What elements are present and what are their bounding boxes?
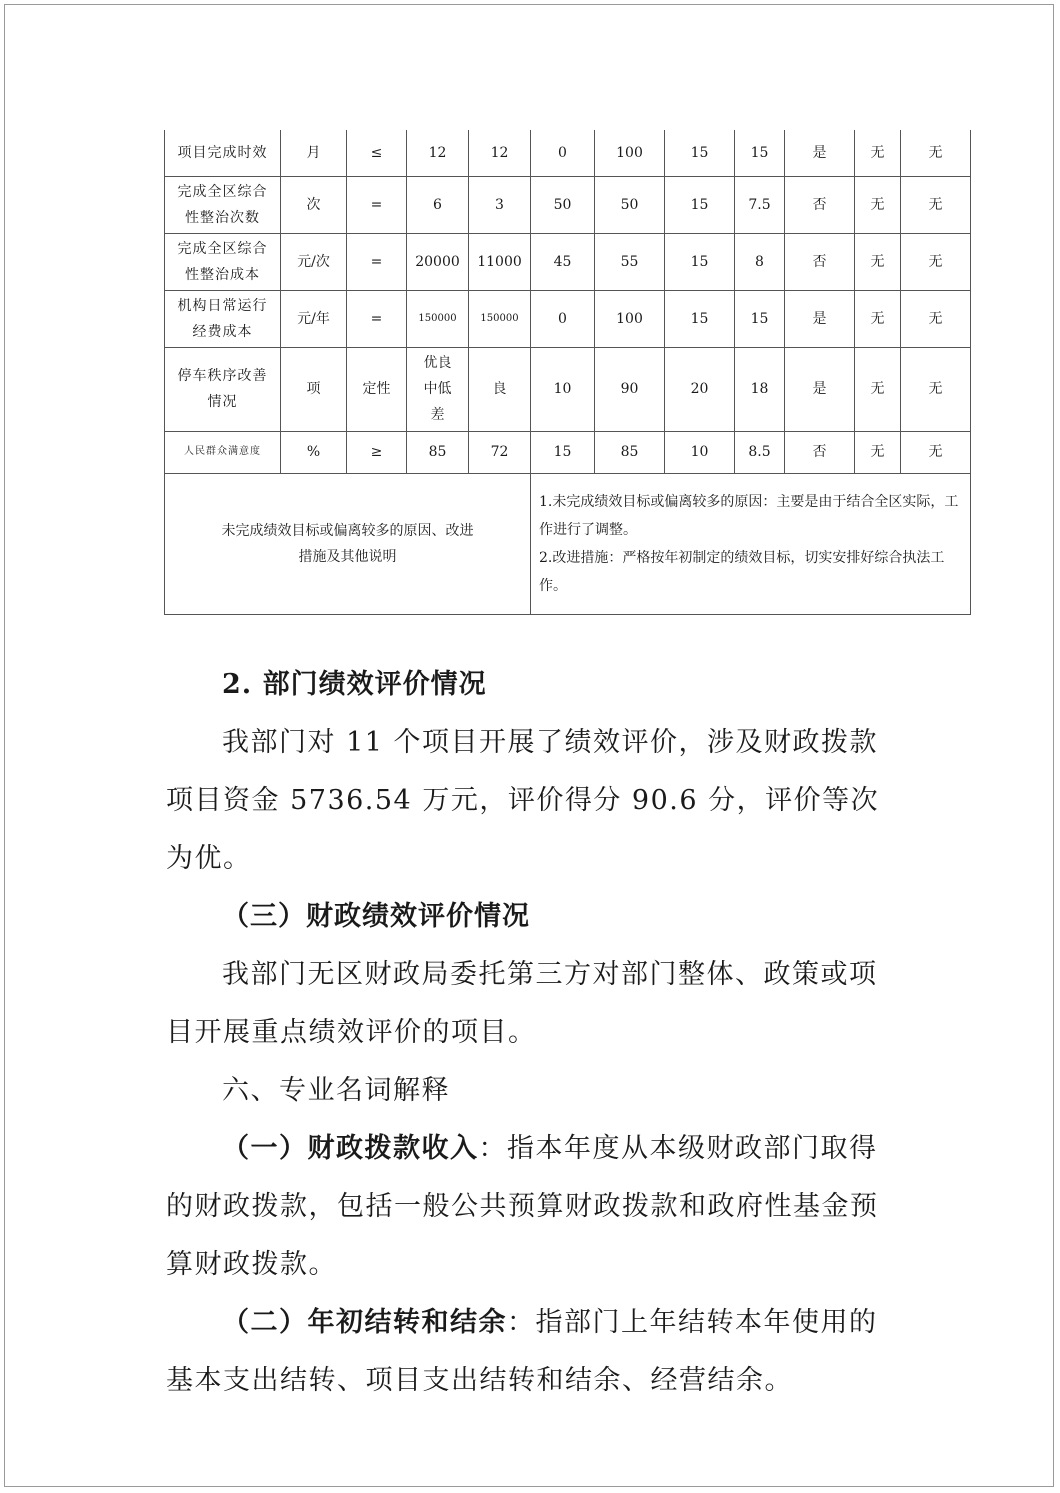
cell-name <box>165 347 281 431</box>
cell-unit <box>281 290 347 347</box>
cell-name <box>165 130 281 176</box>
cell-x2 <box>901 130 971 176</box>
cell-c2 <box>595 431 665 473</box>
term-text: ：指本年度从本级财政部门取得的财政拨款，包括一般公共预算财政拨款和政府性基金预算财政拨款。 <box>166 1133 879 1280</box>
cell-text: = <box>370 196 383 213</box>
cell-weight <box>665 233 735 290</box>
cell-op <box>347 431 407 473</box>
cell-text: 10 <box>553 381 572 397</box>
paragraph: 我部门无区财政局委托第三方对部门整体、政策或项目开展重点绩效评价的项目。 <box>166 959 878 1048</box>
cell-text: 是 <box>812 144 827 161</box>
cell-c1 <box>531 431 595 473</box>
cell-name <box>165 233 281 290</box>
cell-text: 85 <box>428 444 447 460</box>
note-text-line: 1.未完成绩效目标或偏离较多的原因：主要是由于结合全区实际，工作进行了调整。 <box>539 493 959 538</box>
cell-text: 100 <box>616 310 643 327</box>
cell-text: 否 <box>812 253 827 270</box>
cell-text: 90 <box>620 381 639 397</box>
cell-target <box>407 130 469 176</box>
cell-text: = <box>370 253 383 270</box>
cell-text: 8.5 <box>748 444 771 460</box>
term-title: （二）年初结转和结余 <box>222 1307 507 1338</box>
cell-actual <box>469 130 531 176</box>
cell-text: 性整治成本 <box>185 266 260 283</box>
cell-text: 15 <box>553 444 572 460</box>
cell-text: 否 <box>812 444 827 460</box>
cell-c2 <box>595 130 665 176</box>
cell-text: 定性 <box>362 381 391 397</box>
cell-x2 <box>901 233 971 290</box>
cell-text: = <box>370 310 383 327</box>
paragraph: 我部门对 11 个项目开展了绩效评价，涉及财政拨款项目资金 5736.54 万元，评价得分 90.6 分，评价等次为优。 <box>166 727 880 874</box>
section-heading: 2. 部门绩效评价情况 <box>222 669 487 700</box>
note-label <box>165 473 531 614</box>
cell-c1 <box>531 290 595 347</box>
cell-weight <box>665 130 735 176</box>
cell-text: 中低 <box>423 381 452 397</box>
cell-weight <box>665 431 735 473</box>
cell-target <box>407 347 469 431</box>
cell-text: 性整治次数 <box>185 209 260 226</box>
cell-text: 项目完成时效 <box>177 144 268 161</box>
cell-text: 无 <box>870 381 885 397</box>
cell-unit <box>281 233 347 290</box>
cell-text: 无 <box>870 444 885 460</box>
cell-c2 <box>595 233 665 290</box>
cell-score <box>735 347 785 431</box>
cell-text: 次 <box>306 196 321 213</box>
term-paragraph <box>166 1120 898 1294</box>
cell-met <box>785 130 855 176</box>
cell-unit <box>281 347 347 431</box>
cell-text: 停车秩序改善 <box>177 368 268 384</box>
cell-weight <box>665 290 735 347</box>
cell-text: 差 <box>430 407 445 423</box>
cell-text: 8 <box>755 253 764 270</box>
cell-x2 <box>901 347 971 431</box>
cell-met <box>785 176 855 233</box>
cell-target <box>407 290 469 347</box>
cell-text: 是 <box>812 381 827 397</box>
cell-text: 7.5 <box>748 196 771 213</box>
cell-text: 无 <box>928 310 943 327</box>
cell-text: 50 <box>553 196 572 213</box>
cell-text: 12 <box>490 144 509 161</box>
cell-score <box>735 290 785 347</box>
cell-text: 元/年 <box>297 310 330 327</box>
note-label-line: 措施及其他说明 <box>298 548 397 565</box>
cell-text: 项 <box>306 381 321 397</box>
cell-score <box>735 130 785 176</box>
cell-text: 元/次 <box>297 253 330 270</box>
cell-text: 15 <box>690 253 709 270</box>
cell-text: 无 <box>928 444 943 460</box>
cell-met <box>785 431 855 473</box>
cell-actual <box>469 347 531 431</box>
cell-text: 人民群众满意度 <box>184 446 261 457</box>
cell-x1 <box>855 290 901 347</box>
cell-text: 3 <box>495 196 504 213</box>
cell-text: 15 <box>690 310 709 327</box>
cell-text: ≤ <box>370 144 383 161</box>
cell-target <box>407 233 469 290</box>
performance-table <box>164 130 971 615</box>
cell-x2 <box>901 290 971 347</box>
cell-text: 否 <box>812 196 827 213</box>
table-row <box>165 431 971 473</box>
cell-text: 完成全区综合 <box>177 183 268 200</box>
cell-name <box>165 176 281 233</box>
table-row <box>165 347 971 431</box>
cell-text: 情况 <box>207 394 238 410</box>
cell-text: 72 <box>490 444 509 460</box>
cell-name <box>165 431 281 473</box>
cell-x1 <box>855 233 901 290</box>
cell-text: 15 <box>750 310 769 327</box>
cell-text: 优良 <box>423 355 452 371</box>
cell-text: 45 <box>553 253 572 270</box>
cell-text: 20 <box>690 381 709 397</box>
note-label-line: 未完成绩效目标或偏离较多的原因、改进 <box>221 522 474 539</box>
table-row <box>165 233 971 290</box>
cell-weight <box>665 347 735 431</box>
cell-c1 <box>531 130 595 176</box>
cell-c1 <box>531 176 595 233</box>
cell-text: 无 <box>928 196 943 213</box>
note-text-line: 2.改进措施：严格按年初制定的绩效目标，切实安排好综合执法工作。 <box>539 549 945 594</box>
cell-text: 15 <box>750 144 769 161</box>
cell-text: 15 <box>690 144 709 161</box>
cell-text: 6 <box>433 196 442 213</box>
term-text: ：指部门上年结转本年使用的基本支出结转、项目支出结转和结余、经营结余。 <box>166 1307 878 1396</box>
note-row <box>165 473 971 614</box>
cell-op <box>347 130 407 176</box>
table-row <box>165 290 971 347</box>
cell-score <box>735 233 785 290</box>
cell-target <box>407 176 469 233</box>
table-row <box>165 176 971 233</box>
cell-text: 无 <box>870 144 885 161</box>
body-text <box>166 656 898 1410</box>
cell-unit <box>281 431 347 473</box>
cell-c1 <box>531 233 595 290</box>
cell-score <box>735 431 785 473</box>
cell-op <box>347 233 407 290</box>
cell-text: ≥ <box>370 444 383 460</box>
cell-c2 <box>595 347 665 431</box>
cell-text: 100 <box>616 144 643 161</box>
cell-weight <box>665 176 735 233</box>
cell-text: 无 <box>870 310 885 327</box>
cell-text: 良 <box>492 381 507 397</box>
cell-met <box>785 290 855 347</box>
cell-actual <box>469 233 531 290</box>
cell-text: 月 <box>306 144 321 161</box>
cell-text: 0 <box>558 144 567 161</box>
cell-actual <box>469 431 531 473</box>
cell-text: 150000 <box>480 312 519 324</box>
cell-text: 20000 <box>415 253 460 270</box>
note-text <box>531 473 971 614</box>
cell-text: % <box>306 444 321 460</box>
cell-text: 11000 <box>477 253 522 270</box>
cell-text: 50 <box>620 196 639 213</box>
cell-op <box>347 347 407 431</box>
cell-x1 <box>855 176 901 233</box>
cell-unit <box>281 130 347 176</box>
cell-text: 无 <box>928 253 943 270</box>
cell-op <box>347 290 407 347</box>
term-title: （一）财政拨款收入 <box>222 1133 479 1164</box>
cell-x1 <box>855 130 901 176</box>
cell-actual <box>469 290 531 347</box>
cell-c1 <box>531 347 595 431</box>
cell-target <box>407 431 469 473</box>
cell-text: 15 <box>690 196 709 213</box>
cell-actual <box>469 176 531 233</box>
cell-text: 无 <box>870 253 885 270</box>
cell-c2 <box>595 176 665 233</box>
cell-text: 55 <box>620 253 639 270</box>
cell-c2 <box>595 290 665 347</box>
cell-text: 无 <box>928 144 943 161</box>
cell-x2 <box>901 431 971 473</box>
cell-met <box>785 233 855 290</box>
cell-text: 150000 <box>418 312 457 324</box>
cell-unit <box>281 176 347 233</box>
cell-text: 10 <box>690 444 709 460</box>
cell-x1 <box>855 431 901 473</box>
cell-text: 12 <box>428 144 447 161</box>
cell-score <box>735 176 785 233</box>
cell-text: 无 <box>928 381 943 397</box>
cell-text: 85 <box>620 444 639 460</box>
cell-name <box>165 290 281 347</box>
cell-met <box>785 347 855 431</box>
section-heading: （三）财政绩效评价情况 <box>222 901 530 932</box>
cell-x2 <box>901 176 971 233</box>
term-paragraph <box>166 1294 898 1410</box>
cell-text: 无 <box>870 196 885 213</box>
cell-text: 是 <box>812 310 827 327</box>
cell-text: 18 <box>750 381 769 397</box>
section-heading: 六、专业名词解释 <box>222 1075 450 1106</box>
cell-x1 <box>855 347 901 431</box>
cell-text: 0 <box>558 310 567 327</box>
cell-text: 机构日常运行 <box>177 297 268 314</box>
cell-text: 经费成本 <box>192 323 253 340</box>
cell-op <box>347 176 407 233</box>
table-row <box>165 130 971 176</box>
cell-text: 完成全区综合 <box>177 240 268 257</box>
